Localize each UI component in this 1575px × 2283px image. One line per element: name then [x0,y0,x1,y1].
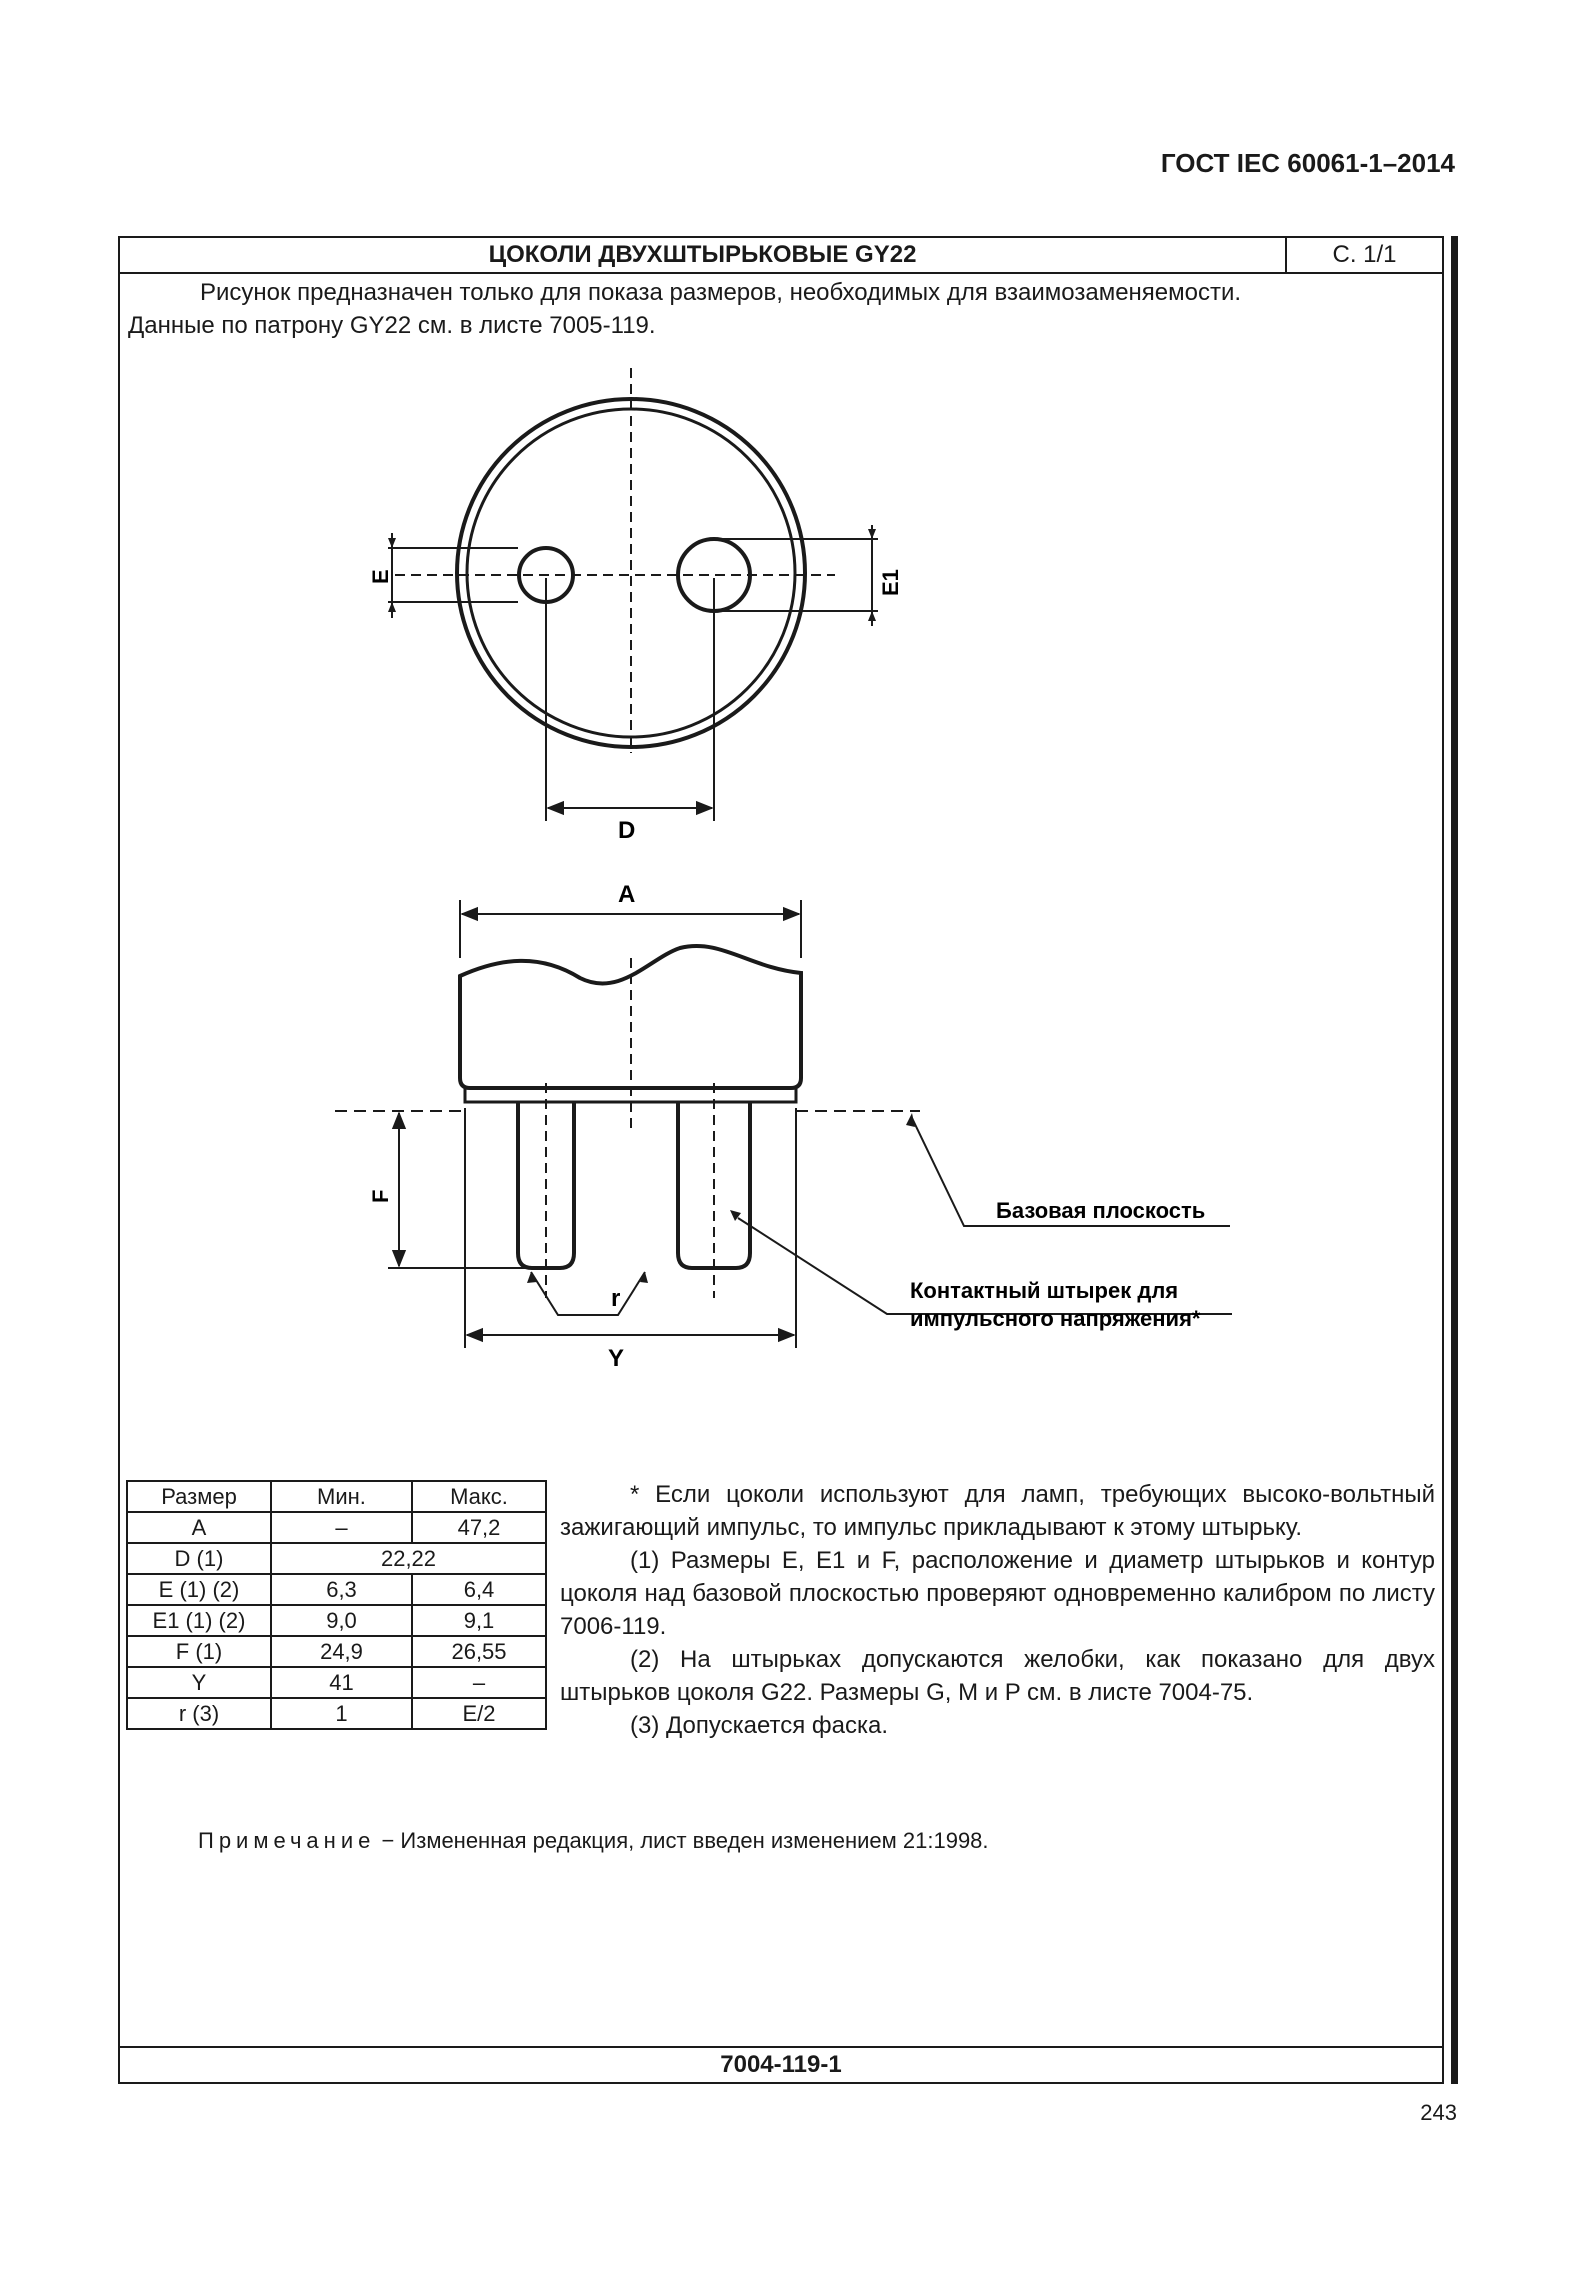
table-row [127,1574,546,1605]
cell-name: A [127,1512,271,1543]
label-r: r [611,1285,621,1312]
cell-min: – [271,1512,412,1543]
page-number: 243 [1420,2100,1457,2125]
note-star: * Если цоколи используют для ламп, требующих высоко-вольтный зажигающий импульс, то импульс прикладывают к этому штырьку. [560,1481,1435,1541]
table-row [127,1605,546,1636]
table-row [127,1512,546,1543]
base-inner-circle [467,409,795,737]
cell-min: 9,0 [271,1605,412,1636]
cell-max: E/2 [412,1698,546,1729]
sheet-code: 7004-119-1 [120,2046,1442,2082]
cell-name: F (1) [127,1636,271,1667]
remark [198,1828,989,1854]
sheet-frame [118,236,1444,2084]
table-row [127,1667,546,1698]
cell-name: E1 (1) (2) [127,1605,271,1636]
cell-name: Y [127,1667,271,1698]
cell-value: 22,22 [271,1543,546,1574]
standard-header: ГОСТ IEC 60061-1–2014 [1160,148,1455,178]
note-3: (3) Допускается фаска. [630,1712,889,1739]
cell-name: D (1) [127,1543,271,1574]
dimensions-table [126,1480,547,1730]
cell-min: 24,9 [271,1636,412,1667]
remark-label: Примечание [198,1828,376,1853]
col-header-min: Мин. [271,1481,412,1512]
intro-line-1: Рисунок предназначен только для показа размеров, необходимых для взаимозаменяемости. [200,279,1242,306]
frame-right-bar [1451,236,1458,2084]
table-header-row [127,1481,546,1512]
table-row [127,1698,546,1729]
footnotes [560,1478,1435,1742]
cell-name: E (1) (2) [127,1574,271,1605]
intro-line-2: Данные по патрону GY22 см. в листе 7005-119. [128,312,656,339]
label-E1: E1 [878,569,903,596]
note-2: (2) На штырьках допускаются желобки, как показано для двух штырьков цоколя G22. Размеры G, M и P см. в листе 7004-75. [560,1646,1435,1706]
note-1: (1) Размеры E, E1 и F, расположение и диаметр штырьков и контур цоколя над базовой плоскостью проверяют одновременно калибром по листу 7006-119. [560,1547,1435,1640]
label-E: E [368,569,393,584]
cell-max: 26,55 [412,1636,546,1667]
cell-min: 6,3 [271,1574,412,1605]
base-plane-label: Базовая плоскость [996,1198,1206,1223]
cell-min: 41 [271,1667,412,1698]
top-view [388,368,878,821]
cell-min: 1 [271,1698,412,1729]
table-row [127,1636,546,1667]
label-F: F [368,1189,393,1203]
label-D: D [618,817,636,844]
contact-pin-label-1: Контактный штырек для [910,1278,1179,1303]
label-A: A [618,881,636,908]
sheet-page: С. 1/1 [1332,241,1397,268]
sheet-title: ЦОКОЛИ ДВУХШТЫРЬКОВЫЕ GY22 [120,238,1287,272]
remark-text: − Измененная редакция, лист введен изменением 21:1998. [375,1828,989,1853]
cell-max: – [412,1667,546,1698]
col-header-max: Макс. [412,1481,546,1512]
col-header-size: Размер [127,1481,271,1512]
contact-pin-label-2: импульсного напряжения* [910,1306,1201,1331]
label-Y: Y [608,1345,625,1372]
r-leader [531,1272,645,1315]
cell-max: 47,2 [412,1512,546,1543]
cell-name: r (3) [127,1698,271,1729]
cell-max: 9,1 [412,1605,546,1636]
cell-max: 6,4 [412,1574,546,1605]
table-row [127,1543,546,1574]
technical-drawing [120,238,1442,1438]
